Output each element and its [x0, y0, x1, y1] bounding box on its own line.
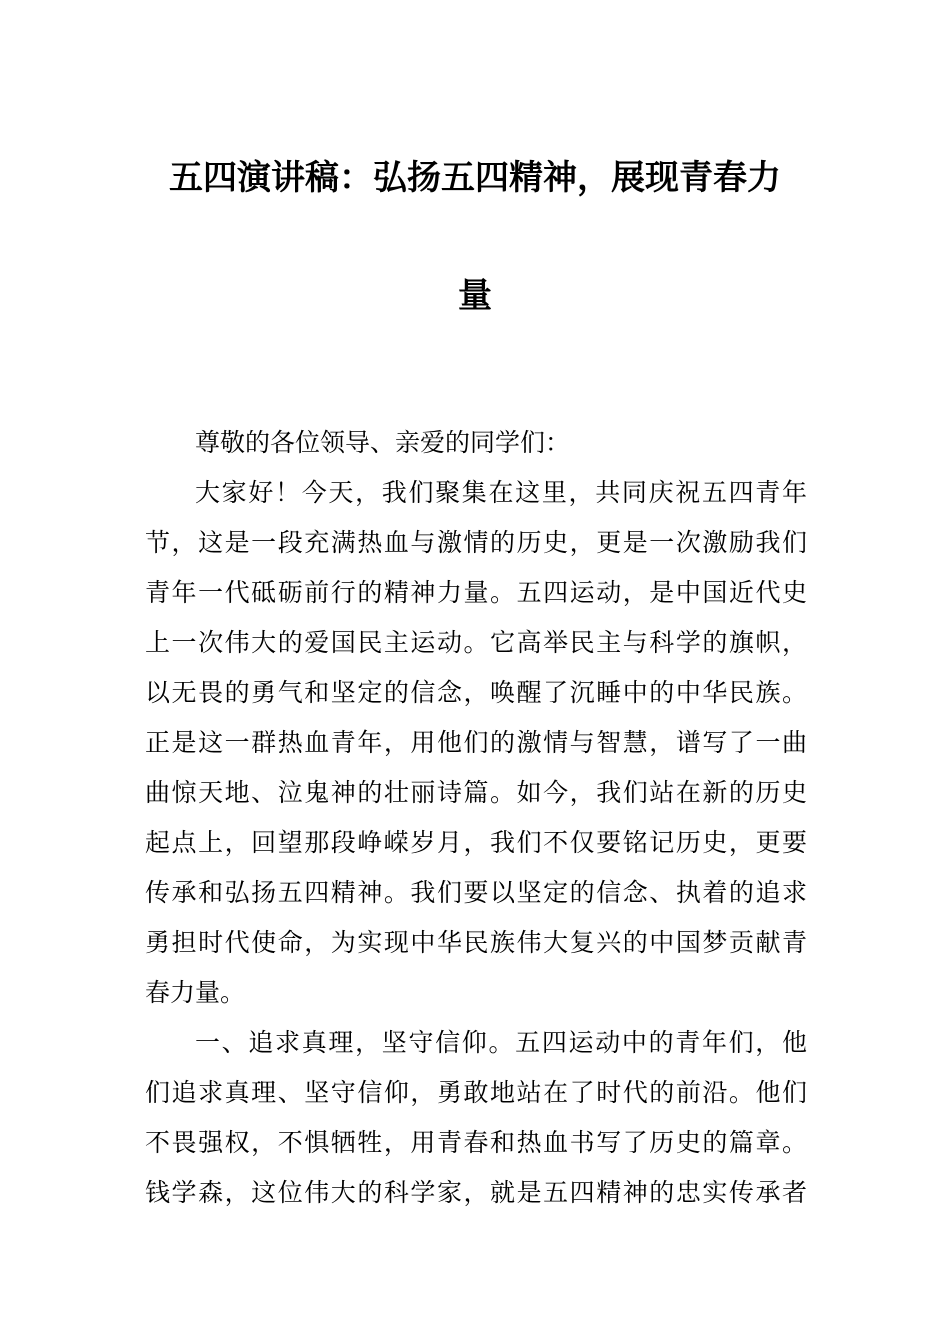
paragraph-line: 勇担时代使命，为实现中华民族伟大复兴的中国梦贡献青: [145, 928, 807, 957]
paragraph-line: 春力量。: [145, 978, 246, 1007]
greeting-line: 尊敬的各位领导、亲爱的同学们：: [195, 428, 571, 457]
document-title-line-1: 五四演讲稿：弘扬五四精神，展现青春力: [169, 158, 781, 198]
greeting-paragraph: [145, 418, 807, 468]
paragraph-line: 上一次伟大的爱国民主运动。它高举民主与科学的旗帜，: [145, 628, 807, 657]
paragraph-line: 钱学森，这位伟大的科学家，就是五四精神的忠实传承者: [145, 1178, 807, 1207]
document-title-line-2: 量: [458, 276, 492, 316]
paragraph-line: 曲惊天地、泣鬼神的壮丽诗篇。如今，我们站在新的历史: [145, 778, 807, 807]
paragraph-line: 一、追求真理，坚守信仰。五四运动中的青年们，他: [195, 1028, 807, 1057]
paragraph-line: 以无畏的勇气和坚定的信念，唤醒了沉睡中的中华民族。: [145, 678, 807, 707]
paragraph-line: 起点上，回望那段峥嵘岁月，我们不仅要铭记历史，更要: [145, 828, 807, 857]
paragraph-line: 节，这是一段充满热血与激情的历史，更是一次激励我们: [145, 528, 807, 557]
paragraph-line: 大家好！今天，我们聚集在这里，共同庆祝五四青年: [195, 478, 807, 507]
paragraph-line: 们追求真理、坚守信仰，勇敢地站在了时代的前沿。他们: [145, 1078, 807, 1107]
paragraph-line: 不畏强权，不惧牺牲，用青春和热血书写了历史的篇章。: [145, 1128, 807, 1157]
body-paragraph-1: [145, 468, 807, 1018]
paragraph-line: 传承和弘扬五四精神。我们要以坚定的信念、执着的追求: [145, 878, 807, 907]
paragraph-line: 青年一代砥砺前行的精神力量。五四运动，是中国近代史: [145, 578, 807, 607]
body-paragraph-2: [145, 1018, 807, 1218]
document-body: [145, 418, 807, 1218]
paragraph-line: 正是这一群热血青年，用他们的激情与智慧，谱写了一曲: [145, 728, 807, 757]
